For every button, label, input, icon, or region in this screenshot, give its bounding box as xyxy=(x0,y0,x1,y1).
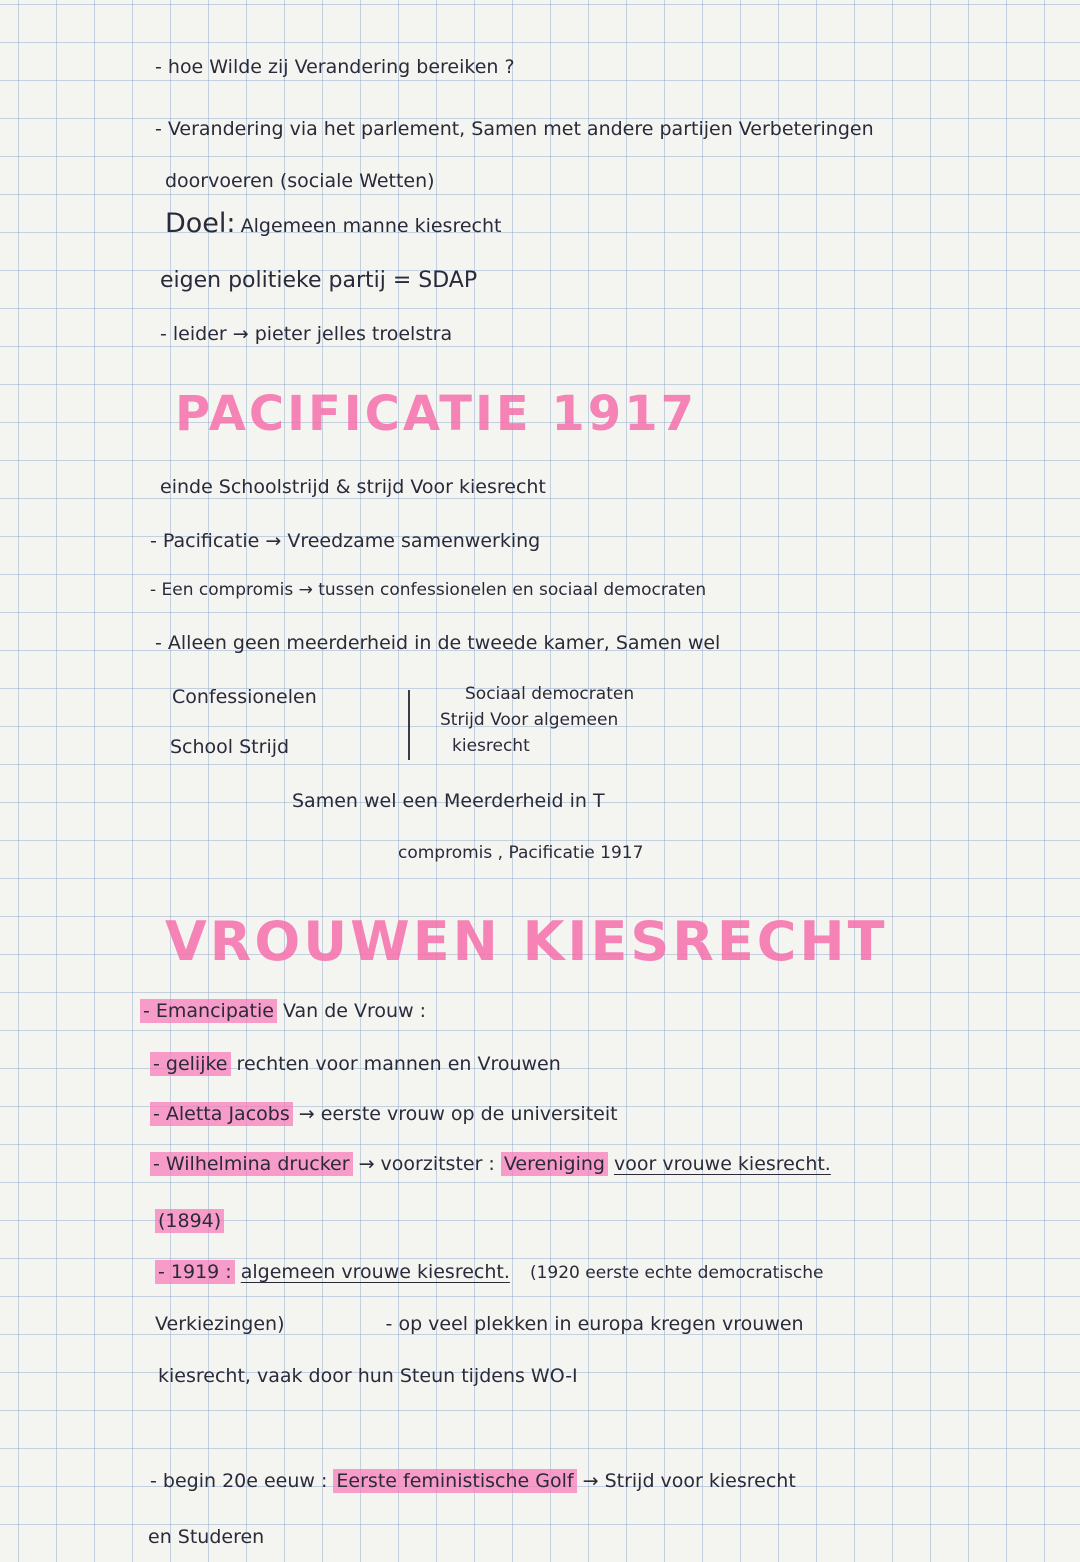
aletta-text: → eerste vrouw op de universiteit xyxy=(298,1103,618,1125)
column-divider xyxy=(408,690,410,760)
strijd-kiesrecht: → Strijd voor kiesrecht xyxy=(582,1470,796,1492)
note-line-wo1: kiesrecht, vaak door hun Steun tijdens WO-I xyxy=(158,1365,578,1387)
note-line-einde: einde Schoolstrijd & strijd Voor kiesrecht xyxy=(160,476,546,498)
vereniging-text: voor vrouwe kiesrecht. xyxy=(614,1153,831,1175)
column-confessionelen-item: School Strijd xyxy=(170,736,290,758)
highlight-1919: - 1919 : xyxy=(155,1260,235,1284)
note-line-doorvoeren: doorvoeren (sociale Wetten) xyxy=(165,170,435,192)
gelijke-text: rechten voor mannen en Vrouwen xyxy=(236,1053,561,1075)
heading-vrouwen-kiesrecht: VROUWEN KIESRECHT xyxy=(165,910,888,973)
note-line-samen: Samen wel een Meerderheid in T xyxy=(292,790,605,812)
note-line-doel xyxy=(165,210,501,237)
eerste-verkiezingen: (1920 eerste echte democratische xyxy=(529,1263,824,1283)
note-line-wilhelmina xyxy=(150,1155,831,1174)
emancipatie-text: Van de Vrouw : xyxy=(283,1000,427,1022)
algemeen-vrouwe-kiesrecht: algemeen vrouwe kiesrecht. xyxy=(240,1261,510,1283)
heading-pacificatie: PACIFICATIE 1917 xyxy=(175,386,697,442)
begin-20e-eeuw: - begin 20e eeuw : xyxy=(150,1470,328,1492)
note-line-feministische-golf xyxy=(150,1472,796,1491)
column-sociaal-item-2: kiesrecht xyxy=(452,736,530,756)
note-line-sdap: eigen politieke partij = SDAP xyxy=(160,268,478,293)
note-line-compromis: - Een compromis → tussen confessionelen en sociaal democraten xyxy=(150,580,707,600)
note-line-emancipatie xyxy=(140,1002,426,1021)
europa-text: - op veel plekken in europa kregen vrouwen xyxy=(385,1313,804,1335)
highlight-1894: (1894) xyxy=(155,1209,224,1233)
note-line-question: - hoe Wilde zij Verandering bereiken ? xyxy=(155,56,515,78)
note-line-studeren: en Studeren xyxy=(148,1526,265,1548)
note-line-1894 xyxy=(155,1212,224,1231)
doel-text: Algemeen manne kiesrecht xyxy=(240,215,502,237)
highlight-feministische-golf: Eerste feministische Golf xyxy=(333,1469,576,1493)
verkiezingen-text: Verkiezingen) xyxy=(155,1313,285,1335)
note-line-meerderheid: - Alleen geen meerderheid in de tweede kamer, Samen wel xyxy=(155,632,721,654)
highlight-gelijke: - gelijke xyxy=(150,1052,231,1076)
highlight-wilhelmina: - Wilhelmina drucker xyxy=(150,1152,353,1176)
note-line-1919 xyxy=(155,1263,823,1282)
note-line-gelijke xyxy=(150,1055,561,1074)
highlight-emancipatie: - Emancipatie xyxy=(140,999,277,1023)
note-line-compromis-pacificatie: compromis , Pacificatie 1917 xyxy=(398,843,644,863)
column-sociaal-item: Strijd Voor algemeen xyxy=(440,710,619,730)
column-sociaal-title: Sociaal democraten xyxy=(465,684,635,704)
note-line-parliament: - Verandering via het parlement, Samen met andere partijen Verbeteringen xyxy=(155,118,874,140)
highlight-aletta: - Aletta Jacobs xyxy=(150,1102,293,1126)
note-line-verkiezingen xyxy=(155,1315,804,1334)
column-confessionelen-title: Confessionelen xyxy=(172,686,317,708)
doel-label: Doel: xyxy=(165,208,236,239)
note-line-aletta xyxy=(150,1105,618,1124)
wilhelmina-text: → voorzitster : xyxy=(358,1153,495,1175)
note-line-pacificatie: - Pacificatie → Vreedzame samenwerking xyxy=(150,530,541,552)
highlight-vereniging: Vereniging xyxy=(501,1152,608,1176)
note-line-leider: - leider → pieter jelles troelstra xyxy=(160,323,453,345)
